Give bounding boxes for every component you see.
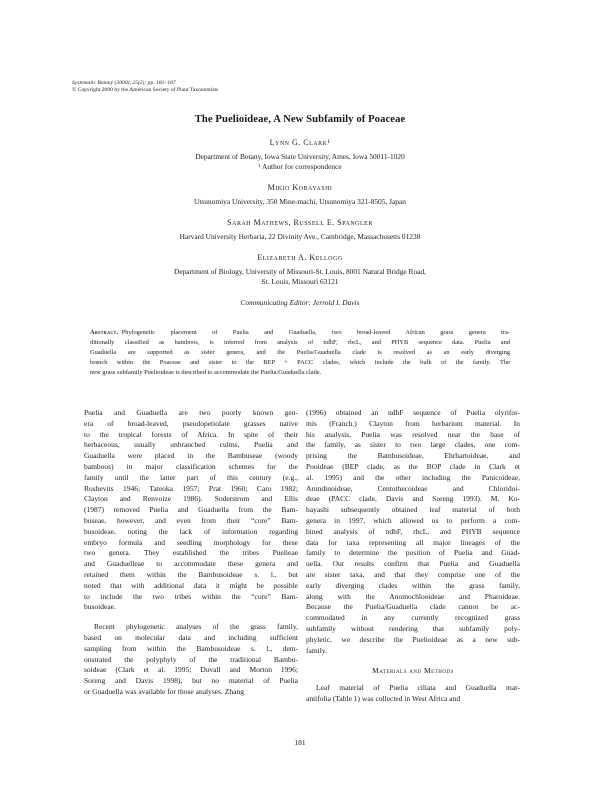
text-line: Roshevits 1946; Tateoka 1957; Prat 1960; Caro 1982; [84,483,298,493]
text-line: Because the Puelia/Guaduella clade cannot be ac- [306,602,520,612]
left-column [84,408,298,698]
author-affiliation: St. Louis, Missouri 63121 [261,277,339,286]
abstract-line: Guaduella are supported as sister genera, and the Puelia/Guaduella clade is resolved as an early diverging [90,349,510,356]
author-name: Mikio Kobayashi [267,183,333,192]
author-affiliation: Department of Biology, University of Missouri-St. Louis, 8001 Natural Bridge Road, [173,267,426,276]
text-line: early diverging clades within the grass family, [306,580,520,590]
abstract-line: ditionally classified as bamboos, is inferred from analysis of ndhF, rbcL, and PHYB sequence data. Puelia and [90,339,510,346]
text-line: family until the latter part of this century (e.g., [84,472,298,482]
text-line: Arundinoideae, Centothecoideae and Chloridoi- [306,483,520,493]
paper-title: The Puelioideae, A New Subfamily of Poaceae [194,114,406,125]
author-note: ¹ Author for correspondence [258,162,342,171]
abstract [90,328,510,378]
text-line: (1987) removed Puelia and Guaduella from the Bam- [84,505,298,515]
text-line: along with the Anomochlooideae and Pharoideae. [306,591,520,601]
text-line: bamboos) in major classification schemes for the [84,461,298,471]
author-affiliation: Utsunomiya University, 350 Mine-machi, Utsunomiya 321-8505, Japan [194,197,406,206]
text-line: Recent phylogenetic analyses of the grass family, [94,622,298,632]
text-line: noted that with additional data it might be possible [84,580,298,590]
text-line: the family, as sister to two large clades, one com- [306,440,520,450]
author-block [0,183,600,207]
text-line: family to determine the position of Puelia and Guad- [306,548,520,558]
text-line: bayashi subsequently obtained leaf material of both [306,505,520,515]
author-list [0,138,600,307]
author-block [0,253,600,287]
abstract-line: new grass subfamily Puelioideae is described to accommodate the Puelia/Guaduella clade. [90,369,322,376]
text-line: two genera. They established the tribes Puelieae [84,548,298,558]
text-line: genera in 1997, which allowed us to perform a com- [306,515,520,525]
abstract-line [90,328,510,338]
section-heading: Materials and Methods [372,666,454,676]
text-line: onstrated the polyphyly of the traditional Bambu- [84,654,298,664]
text-line: his analysis, Puelia was resolved near the base of [306,429,520,439]
author-name: Lynn G. Clark¹ [269,138,331,147]
text-line: commodated in any currently recognized grass [306,613,520,623]
text-line: retained them within the Bambusoideae s. l., but [84,569,298,579]
author-affiliation: Harvard University Herbaria, 22 Divinity Ave., Cambridge, Massachusetts 01238 [179,232,421,241]
text-line: Leaf material of Puelia ciliata and Guaduella mar- [316,683,520,693]
text-line: Soreng and Davis 1998), but no material of Puelia [84,676,298,686]
text-line: are sister taxa, and that they comprise one of the [306,569,520,579]
text-line: busoideae. [84,602,116,612]
text-line: prising the Bambusoideae, Ehrhartoideae, and [306,451,520,461]
text-line: and Guaduelleae to accommodate these genera and [84,559,298,569]
abstract-line: branch within the Poaceae and sister to the BEP + PACC clades, which include the bulk of the family. The [90,359,510,366]
text-line: Guaduella were placed in the Bambuseae (woody [84,451,298,461]
text-line: (1996) obtained an ndhF sequence of Puelia olyrifor- [306,408,520,417]
journal-citation: Systematic Botany (2000), 25(2): pp. 181–187 [72,80,176,86]
author-block [0,218,600,242]
text-line: family. [306,645,327,655]
text-line: to include the two tribes within the “core” Bam- [84,591,298,601]
paragraph [306,683,520,705]
text-line: busoideae, noting the lack of information regarding [84,526,298,536]
text-line: antifolia (Table 1) was collected in West Africa and [306,693,461,703]
paragraph [84,408,298,613]
journal-header [72,80,532,94]
text-line: or Guaduella was available for those analyses. Zhang [84,686,244,696]
text-line: deae (PACC clade, Davis and Soreng 1993). M. Ko- [306,494,520,504]
text-line: subfamily without rendering that subfamily poly- [306,623,520,633]
text-line: mis (Franch.) Clayton from herbarium material. In [306,418,520,428]
text-line: era of broad-leaved, pseudopetiolate grasses native [84,418,298,428]
text-line: Clayton and Renvoize 1986). Soderstrom and Ellis [84,494,298,504]
author-affiliation: Department of Botany, Iowa State University, Ames, Iowa 50011-1020 [195,152,405,161]
text-line: data for taxa representing all major lineages of the [306,537,520,547]
copyright-notice: © Copyright 2000 by the American Society of Plant Taxonomists [72,87,219,93]
text-line: uella. Our results confirm that Puelia and Guaduella [306,559,520,569]
paragraph [84,622,298,698]
text-line: phyletic, we describe the Puelioideae as a new sub- [306,634,520,644]
page-number: 181 [294,738,306,747]
author-name: Elizabeth A. Kellogg [257,253,343,262]
text-line: embryo formula and seedling morphology for these [84,537,298,547]
text-line: bined analysis of ndhF, rbcL, and PHYB sequence [306,526,520,536]
text-line: buseae, however, and even from their “core” Bam- [84,515,298,525]
paragraph [306,408,520,656]
text-line: al. 1995) and the other including the Panicoideae, [306,472,520,482]
abstract-text: Phylogenetic placement of Puelia and Guaduella, two broad-leaved African grass genera tra- [121,329,510,336]
text-line: Puelia and Guaduella are two poorly known gen- [84,408,298,417]
communicating-editor: Communicating Editor: Jerrold I. Davis [240,298,360,307]
author-name: Sarah Mathews, Russell E. Spangler [227,218,373,227]
text-line: soideae (Clark et al. 1995; Duvall and Morton 1996; [84,665,298,675]
text-line: herbaceous, usually unbranched culms, Puelia and [84,440,298,450]
right-column [306,408,520,705]
text-line: Pooideae (BEP clade, as the BOP clade in Clark et [306,461,520,471]
text-line: to the tropical forests of Africa. In spite of their [84,429,298,439]
author-block [0,138,600,172]
text-line: sampling from within the Bambusoideae s. l., dem- [84,643,298,653]
abstract-label: Abstract. [90,329,119,336]
text-line: based on molecular data and including sufficient [84,632,298,642]
